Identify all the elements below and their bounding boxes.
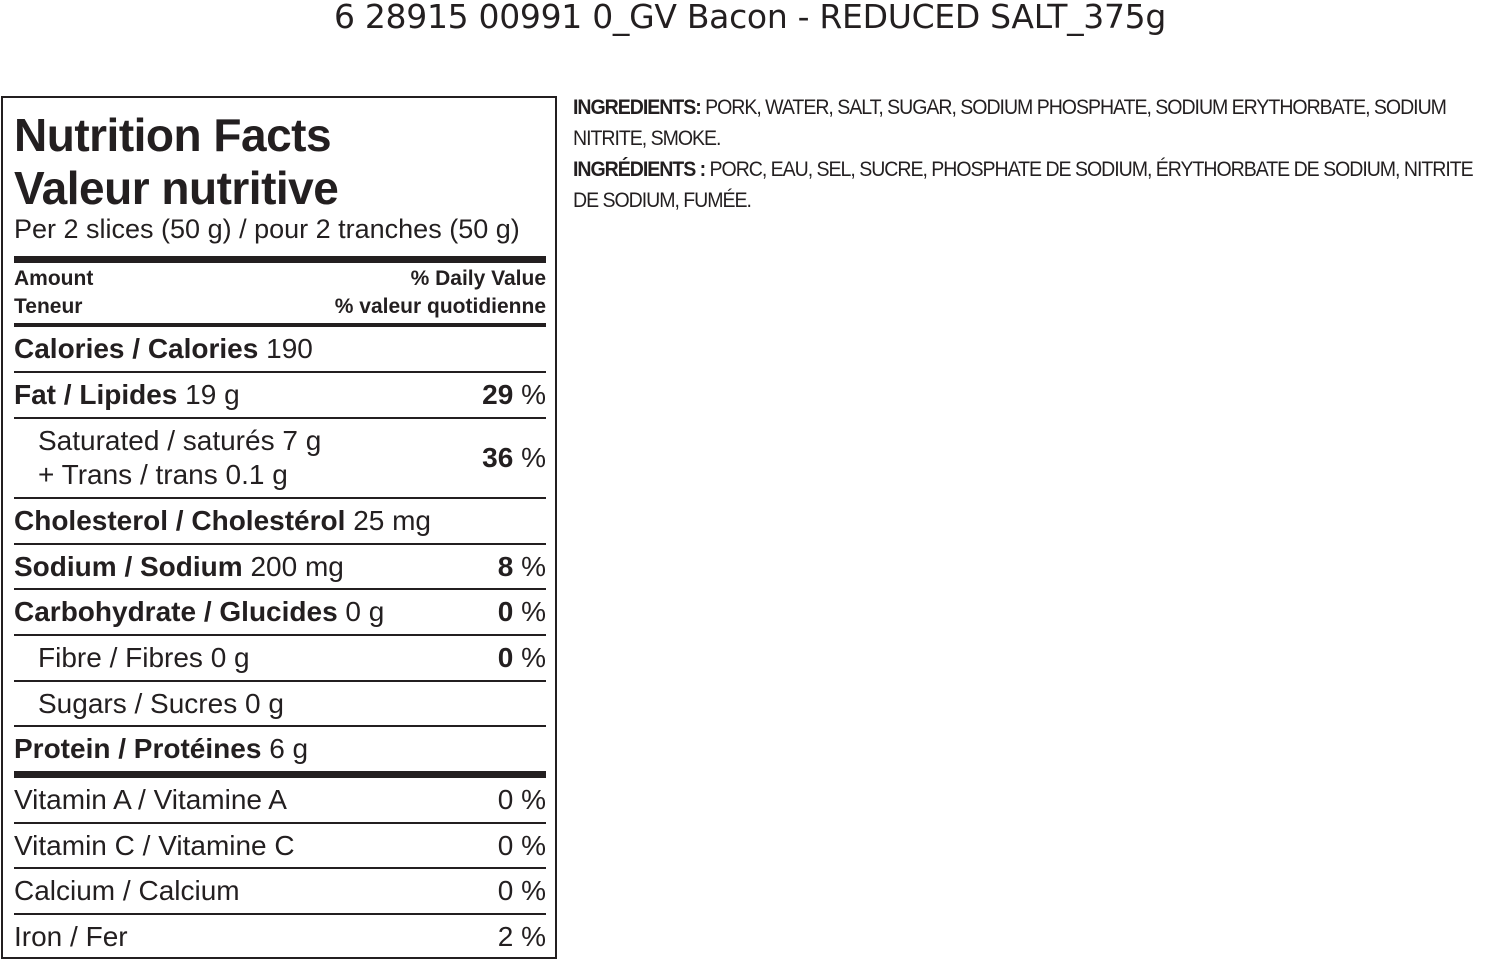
carbohydrate-value: 0 g bbox=[345, 596, 385, 627]
vitamin-percent: 2 % bbox=[497, 921, 546, 952]
fat-row bbox=[14, 373, 546, 419]
sodium-row bbox=[14, 545, 546, 590]
cholesterol-value: 25 mg bbox=[353, 505, 432, 536]
ingredients-en bbox=[573, 92, 1498, 154]
carbohydrate-row bbox=[14, 590, 546, 636]
vitamin-label: Vitamin A / Vitamine A bbox=[14, 784, 287, 815]
file-title: 6 28915 00991 0_GV Bacon - REDUCED SALT_375g bbox=[333, 0, 1167, 36]
vitamin-label: Iron / Fer bbox=[14, 921, 128, 952]
sodium-label: Sodium / Sodium bbox=[14, 550, 243, 582]
fat-value: 19 g bbox=[185, 379, 240, 410]
carbohydrate-percent: 0 bbox=[497, 596, 514, 627]
fat-percent: 29 bbox=[482, 379, 514, 410]
ingredients-block bbox=[573, 92, 1498, 216]
nutrition-title-fr: Valeur nutritive bbox=[14, 162, 339, 214]
protein-label: Protein / Protéines bbox=[14, 733, 262, 764]
vitamin-row bbox=[14, 824, 546, 869]
ingredients-fr-label: INGRÉDIENTS : bbox=[573, 158, 706, 181]
fibre-label: Fibre / Fibres 0 g bbox=[38, 642, 250, 673]
sugars-row bbox=[14, 682, 546, 727]
nutrition-title-en: Nutrition Facts bbox=[14, 109, 332, 161]
nutrition-facts-panel bbox=[1, 96, 557, 959]
ingredients-fr-text: PORC, EAU, SEL, SUCRE, PHOSPHATE DE SODIUM, ÉRYTHORBATE DE SODIUM, NITRITE DE SODIUM, FUMÉE. bbox=[573, 158, 1473, 212]
vitamin-percent: 0 % bbox=[497, 829, 546, 861]
daily-value-label-fr: % valeur quotidienne bbox=[334, 295, 546, 318]
calories-value: 190 bbox=[266, 333, 313, 364]
vitamin-label: Vitamin C / Vitamine C bbox=[14, 829, 295, 861]
ingredients-en-label: INGREDIENTS: bbox=[573, 96, 701, 119]
fibre-percent: 0 bbox=[497, 642, 514, 673]
thick-divider bbox=[14, 256, 546, 263]
vitamin-row bbox=[14, 915, 546, 959]
ingredients-fr bbox=[573, 154, 1498, 216]
vitamin-percent: 0 % bbox=[497, 875, 546, 906]
sugars-label: Sugars / Sucres 0 g bbox=[38, 687, 284, 719]
serving-size: Per 2 slices (50 g) / pour 2 tranches (50 g) bbox=[14, 214, 520, 244]
amount-label-fr: Teneur bbox=[14, 295, 83, 318]
sodium-value: 200 mg bbox=[250, 550, 344, 582]
saturated-percent: 36 bbox=[482, 442, 514, 473]
cholesterol-label: Cholesterol / Cholestérol bbox=[14, 505, 346, 536]
fat-label: Fat / Lipides bbox=[14, 379, 178, 410]
saturated-trans-row bbox=[14, 419, 546, 499]
calories-row bbox=[14, 327, 546, 373]
fat-percent-unit: % bbox=[521, 379, 546, 410]
daily-value-label-en: % Daily Value bbox=[410, 267, 546, 290]
carbohydrate-percent-unit: % bbox=[521, 596, 546, 627]
fibre-percent-unit: % bbox=[521, 642, 546, 673]
vitamin-percent: 0 % bbox=[497, 784, 546, 815]
vitamin-label: Calcium / Calcium bbox=[14, 875, 240, 906]
carbohydrate-label: Carbohydrate / Glucides bbox=[14, 596, 338, 627]
vitamin-row bbox=[14, 869, 546, 915]
saturated-percent-unit: % bbox=[521, 442, 546, 473]
cholesterol-row bbox=[14, 499, 546, 545]
calories-label: Calories / Calories bbox=[14, 333, 259, 364]
protein-row bbox=[14, 727, 546, 771]
vitamin-row bbox=[14, 778, 546, 824]
protein-value: 6 g bbox=[269, 733, 309, 764]
thick-divider-vitamins bbox=[14, 771, 546, 778]
amount-label-en: Amount bbox=[14, 267, 94, 290]
fibre-row bbox=[14, 636, 546, 682]
ingredients-en-text: PORK, WATER, SALT, SUGAR, SODIUM PHOSPHATE, SODIUM ERYTHORBATE, SODIUM NITRITE, SMOKE. bbox=[573, 96, 1446, 150]
sodium-percent-unit: % bbox=[521, 550, 546, 582]
saturated-label: Saturated / saturés 7 g bbox=[38, 425, 322, 456]
sodium-percent: 8 bbox=[497, 550, 514, 582]
trans-label: + Trans / trans 0.1 g bbox=[38, 459, 288, 490]
